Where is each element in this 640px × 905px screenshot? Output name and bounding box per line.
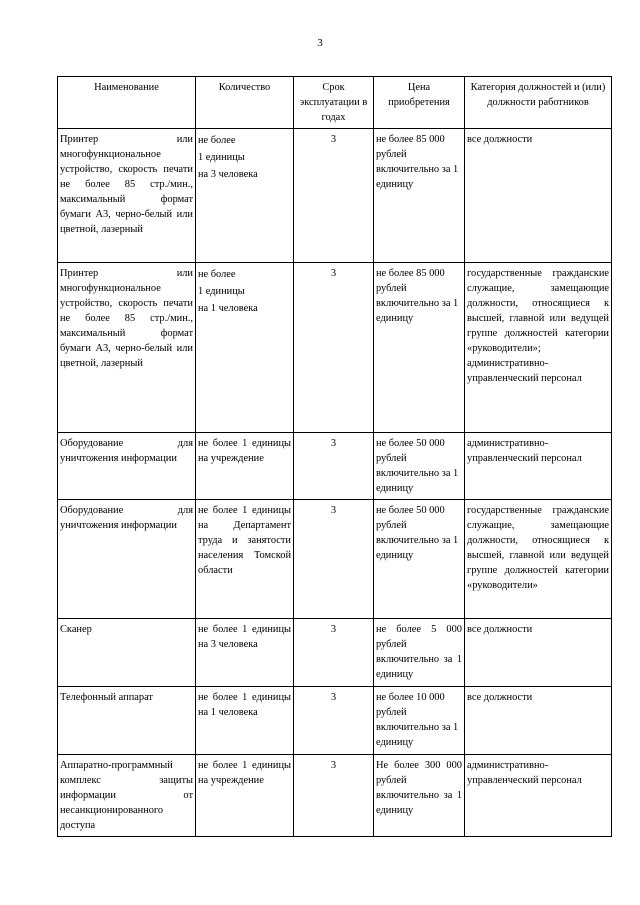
header-name: Наименование [58, 77, 196, 129]
cell-name: Телефонный аппарат [58, 687, 196, 755]
cell-category: государственные гражданские служащие, замещающие должности, относящиеся к высшей, главной или ведущей группе должностей категории «руководители» [465, 500, 612, 619]
cell-term: 3 [294, 433, 374, 500]
table-row [58, 619, 612, 687]
cell-term: 3 [294, 619, 374, 687]
cell-quantity: не более 1 единицы на 1 человека [196, 263, 294, 433]
table-row [58, 263, 612, 433]
cell-category: все должности [465, 687, 612, 755]
cell-name: Сканер [58, 619, 196, 687]
cell-quantity: не более 1 единицы на 3 человека [196, 129, 294, 263]
header-quantity: Количество [196, 77, 294, 129]
page-number: 3 [317, 37, 323, 49]
header-price: Цена приобретения [374, 77, 465, 129]
cell-price: не более 85 000 рублей включительно за 1 единицу [374, 129, 465, 263]
cell-name: Аппаратно-программный комплекс защиты информации от несанкционированного доступа [58, 755, 196, 837]
cell-category: все должности [465, 619, 612, 687]
cell-name: Оборудование для уничтожения информации [58, 500, 196, 619]
cell-name: Принтер или многофункциональное устройство, скорость печати не более 85 стр./мин., максимальный формат бумаги А3, черно-белый или цветной, лазерный [58, 263, 196, 433]
cell-quantity: не более 1 единицы на 1 человека [196, 687, 294, 755]
cell-quantity: не более 1 единицы на 3 человека [196, 619, 294, 687]
equipment-norms-table [57, 76, 612, 837]
cell-term: 3 [294, 755, 374, 837]
cell-category: все должности [465, 129, 612, 263]
table-header-row [58, 77, 612, 129]
cell-category: административно-управленческий персонал [465, 755, 612, 837]
cell-term: 3 [294, 687, 374, 755]
cell-quantity: не более 1 единицы на Департамент труда и занятости населения Томской области [196, 500, 294, 619]
cell-price: не более 85 000 рублей включительно за 1 единицу [374, 263, 465, 433]
cell-name: Оборудование для уничтожения информации [58, 433, 196, 500]
cell-price: не более 5 000 рублей включительно за 1 единицу [374, 619, 465, 687]
cell-price: не более 10 000 рублей включительно за 1 единицу [374, 687, 465, 755]
header-term: Срок эксплуатации в годах [294, 77, 374, 129]
cell-price: не более 50 000 рублей включительно за 1 единицу [374, 500, 465, 619]
table-row [58, 687, 612, 755]
cell-term: 3 [294, 500, 374, 619]
table-row [58, 129, 612, 263]
cell-term: 3 [294, 263, 374, 433]
cell-quantity: не более 1 единицы на учреждение [196, 433, 294, 500]
table-row [58, 433, 612, 500]
table-row [58, 500, 612, 619]
cell-price: Не более 300 000 рублей включительно за 1 единицу [374, 755, 465, 837]
cell-category: государственные гражданские служащие, замещающие должности, относящиеся к высшей, главной или ведущей группе должностей категории «руководители»; административно-управленческий персонал [465, 263, 612, 433]
cell-price: не более 50 000 рублей включительно за 1 единицу [374, 433, 465, 500]
cell-name: Принтер или многофункциональное устройство, скорость печати не более 85 стр./мин., максимальный формат бумаги А3, черно-белый или цветной, лазерный [58, 129, 196, 263]
cell-term: 3 [294, 129, 374, 263]
header-category: Категория должностей и (или) должности работников [465, 77, 612, 129]
cell-quantity: не более 1 единицы на учреждение [196, 755, 294, 837]
cell-category: административно-управленческий персонал [465, 433, 612, 500]
table-row [58, 755, 612, 837]
